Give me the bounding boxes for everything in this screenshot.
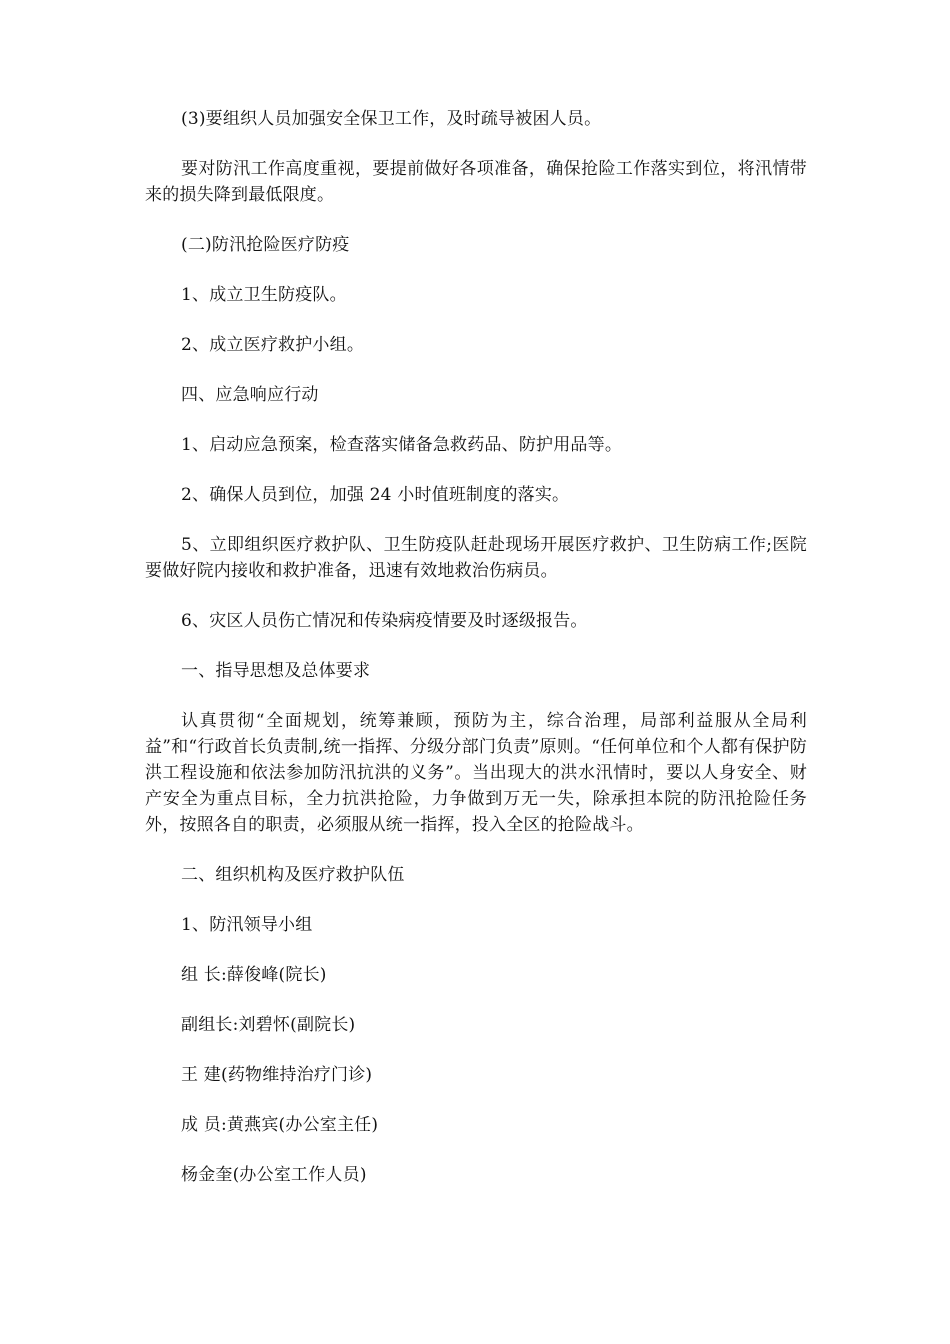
- paragraph-on-site-rescue: 5、立即组织医疗救护队、卫生防疫队赶赴现场开展医疗救护、卫生防病工作;医院要做好院内接收和救护准备，迅速有效地救治伤病员。: [145, 535, 807, 581]
- paragraph-casualty-report: 6、灾区人员伤亡情况和传染病疫情要及时逐级报告。: [181, 611, 588, 631]
- paragraph-staff-on-duty: 2、确保人员到位，加强 24 小时值班制度的落实。: [181, 485, 570, 505]
- heading-medical-epidemic-prevention: (二)防汛抢险医疗防疫: [181, 235, 350, 255]
- paragraph-member-yang: 杨金奎(办公室工作人员): [181, 1165, 367, 1185]
- paragraph-security-work: (3)要组织人员加强安全保卫工作，及时疏导被困人员。: [181, 109, 602, 129]
- paragraph-start-emergency-plan: 1、启动应急预案，检查落实储备急救药品、防护用品等。: [181, 435, 623, 455]
- paragraph-member-wang: 王 建(药物维持治疗门诊): [181, 1065, 373, 1085]
- paragraph-leadership-group: 1、防汛领导小组: [181, 915, 313, 935]
- paragraph-flood-prevention-priority: 要对防汛工作高度重视，要提前做好各项准备，确保抢险工作落实到位，将汛情带来的损失降到最低限度。: [145, 159, 807, 205]
- paragraph-deputy-leader: 副组长:刘碧怀(副院长): [181, 1015, 356, 1035]
- paragraph-members-huang: 成 员:黄燕宾(办公室主任): [181, 1115, 379, 1135]
- heading-organization: 二、组织机构及医疗救护队伍: [181, 865, 405, 885]
- paragraph-guiding-principles: 认真贯彻“全面规划，统筹兼顾，预防为主，综合治理，局部利益服从全局利益”和“行政首长负责制,统一指挥、分级分部门负责”原则。“任何单位和个人都有保护防洪工程设施和依法参加防汛抗洪的义务”。当出现大的洪水汛情时，要以人身安全、财产安全为重点目标，全力抗洪抢险，力争做到万无一失，除承担本院的防汛抢险任务外，按照各自的职责，必须服从统一指挥，投入全区的抢险战斗。: [145, 711, 807, 835]
- heading-emergency-response: 四、应急响应行动: [181, 385, 319, 405]
- heading-guiding-ideology: 一、指导思想及总体要求: [181, 661, 371, 681]
- document-body: [145, 106, 807, 1212]
- paragraph-group-leader: 组 长:薛俊峰(院长): [181, 965, 327, 985]
- paragraph-medical-rescue-team: 2、成立医疗救护小组。: [181, 335, 365, 355]
- paragraph-epidemic-team: 1、成立卫生防疫队。: [181, 285, 347, 305]
